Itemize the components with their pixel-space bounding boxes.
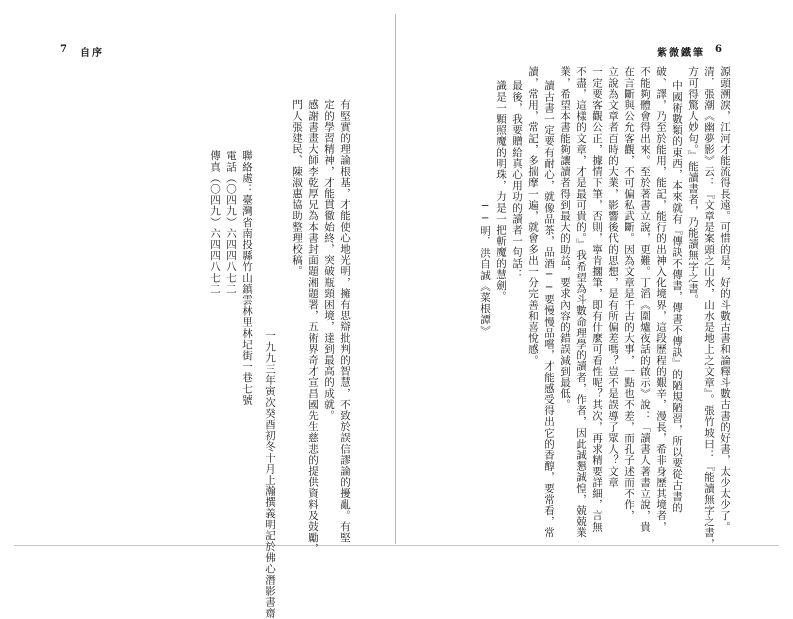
right-text-column: 一定要客觀公正，據情下筆，否則，寧肯擱筆，即有什麼可看性呢？其次，再求精要詳細，言無 [591, 66, 603, 533]
right-text-column: 破、譯，乃至於能用，能記，能行的出神入化境界，這段歷程的艱辛，漫長，希非身歷其境者， [655, 66, 667, 533]
left-page-number: 7 [60, 44, 69, 55]
right-text-column: 方可得驚人妙句。』能讀書者，乃能讀無字之書。 [687, 66, 699, 305]
left-text-column: 有堅實的理論根基，才能使心地光明，擁有思辯批判的智慧，不致於誤信謬論的擾亂。有堅 [339, 99, 351, 543]
left-text-column: 門人張建民、陳淑惠協助整理校稿。 [291, 99, 303, 277]
left-text-column: 傳真（〇四九）六四四八七二 [209, 150, 221, 295]
right-text-column: 在言斷與公允客觀，不可偏私武斷。因為文章是千古的大事，一點也不差，而孔子述而不作， [623, 66, 635, 522]
right-running-head: 紫微鐵筆 [657, 48, 705, 59]
left-running-head: 自序 [80, 48, 104, 59]
right-text-column: 立說為文章者百時的大業，影響後代的思想，是有所偏差嗎？豈不是誤導了眾人？文章 [607, 66, 619, 488]
right-text-column: 不盡，這樣的文章，才是最可貴的。』我希望為斗數命理學的讀者，作者，因此誠懇誠惶，兢兢業 [575, 66, 587, 539]
right-text-column: 識是一顆照魔的明珠，力是一把斬魔的慧劍。 [495, 80, 507, 302]
right-text-column: 最後，我要贈給真心用功的讀者一句話： [511, 80, 523, 280]
right-signature-column: ──明．洪自誠《菜根譚》 [479, 200, 491, 337]
left-text-column: 感謝書畫大師李乾厚兄為本書封面題湘題署，五術界奇才宣昌國先生慈悲的提供資料及鼓勵， [307, 99, 319, 555]
right-text-column: 業，希望本書能夠讓讀者得到最大的助益，要求內容的錯誤減到最低。 [559, 66, 571, 411]
left-text-column: 一九九三年寅次癸酉初冬十月上瀚撰義明記於佛心潛影書齋 [264, 330, 276, 619]
right-text-column: 讀，常用，常記，多揣摩一遍，就會多出一分完善和喜悅感。 [527, 66, 539, 366]
right-page [397, 0, 793, 561]
right-text-column: 清．張潮《幽夢影》云：『文章是案頭之山水，山水是地上之文章』。張竹坡曰：『能讀無字之書， [703, 66, 715, 550]
right-page-number: 6 [715, 44, 724, 55]
left-text-column: 定的學習精神，才能貫徹始終，突破瓶頸困境，達到最高的成就。 [323, 99, 335, 421]
right-text-column: 源頭溯淚，江河才能流得長遠。可惜的是，好的斗數古書和論釋斗數古書的好書，太少太少了。 [719, 66, 731, 533]
left-text-column: 聯絡處：臺灣省南投縣竹山鎮雲林里林圮街一巷七號 [241, 150, 253, 406]
right-text-column: 中國術數類的東西，本來就有『傳訣不傳書，傳書不傳訣』的陋規陋習，所以要從古書的 [671, 80, 683, 513]
right-text-column: 不能夠體會得出來。至於著書立說，更難。丁滔《圍爐夜話的啟示》說：「讀書人著書立說，貴 [639, 66, 651, 533]
left-text-column: 電話（〇四九）六四四八七二 [225, 150, 237, 295]
right-text-column: 讀古書一定要有耐心，就像品茶，品酒──要慢慢品嚐，才能感受得出它的香醇，要常看，常 [543, 80, 555, 539]
